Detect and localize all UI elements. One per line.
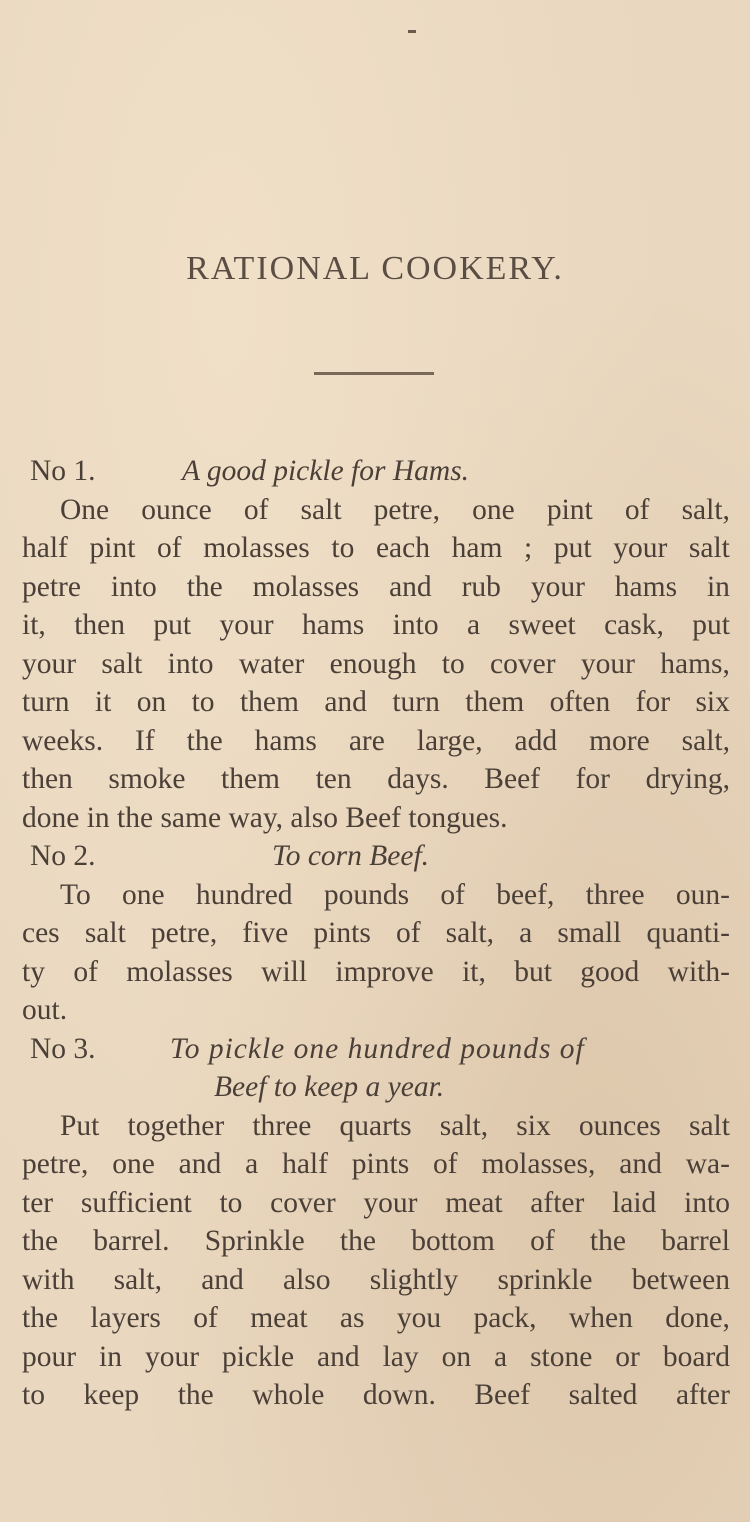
recipe-number: No 2.: [30, 840, 96, 872]
recipe-title: A good pickle for Hams.: [182, 455, 470, 487]
text-line: half pint of molasses to each ham ; put your salt: [22, 532, 730, 564]
text-line: pour in your pickle and lay on a stone or board: [22, 1340, 730, 1373]
text-line: your salt into water enough to cover your hams,: [22, 647, 730, 680]
recipe-title-continued: Beef to keep a year.: [214, 1071, 445, 1103]
text-line: turn it on to them and turn them often for six: [22, 686, 730, 718]
text-line: ces salt petre, five pints of salt, a small quanti-: [22, 917, 730, 949]
recipe-number: No 1.: [30, 455, 96, 487]
recipe-number: No 3.: [30, 1032, 96, 1065]
text-line: ter sufficient to cover your meat after laid into: [22, 1186, 730, 1219]
text-line: petre into the molasses and rub your hams in: [22, 570, 730, 603]
page-title: RATIONAL COOKERY.: [186, 250, 564, 287]
text-line: weeks. If the hams are large, add more salt,: [22, 724, 730, 757]
recipe-heading-continued: [22, 1068, 730, 1107]
text-line: To one hundred pounds of beef, three oun-: [60, 878, 730, 911]
text-line: the layers of meat as you pack, when done,: [22, 1302, 730, 1334]
text-line: petre, one and a half pints of molasses, and wa-: [22, 1148, 730, 1180]
title-rule: [314, 372, 434, 375]
text-line: out.: [22, 994, 68, 1026]
text-line: done in the same way, also Beef tongues.: [22, 801, 508, 834]
text-line: One ounce of salt petre, one pint of salt,: [60, 493, 730, 526]
text-line: it, then put your hams into a sweet cask, put: [22, 609, 730, 641]
text-line: the barrel. Sprinkle the bottom of the barrel: [22, 1225, 730, 1257]
recipe-heading: [22, 1030, 730, 1069]
page-mark: [408, 30, 416, 33]
text-line: Put together three quarts salt, six ounces salt: [60, 1109, 730, 1142]
recipe-heading: [22, 837, 730, 876]
text-line: with salt, and also slightly sprinkle between: [22, 1263, 730, 1296]
text-line: to keep the whole down. Beef salted after: [22, 1379, 730, 1411]
recipe-text: [22, 452, 730, 1415]
recipe-heading: [22, 452, 730, 491]
text-line: ty of molasses will improve it, but good with-: [22, 955, 730, 988]
recipe-title: To corn Beef.: [272, 840, 430, 872]
text-line: then smoke them ten days. Beef for drying,: [22, 763, 730, 795]
recipe-title: To pickle one hundred pounds of: [170, 1032, 585, 1065]
